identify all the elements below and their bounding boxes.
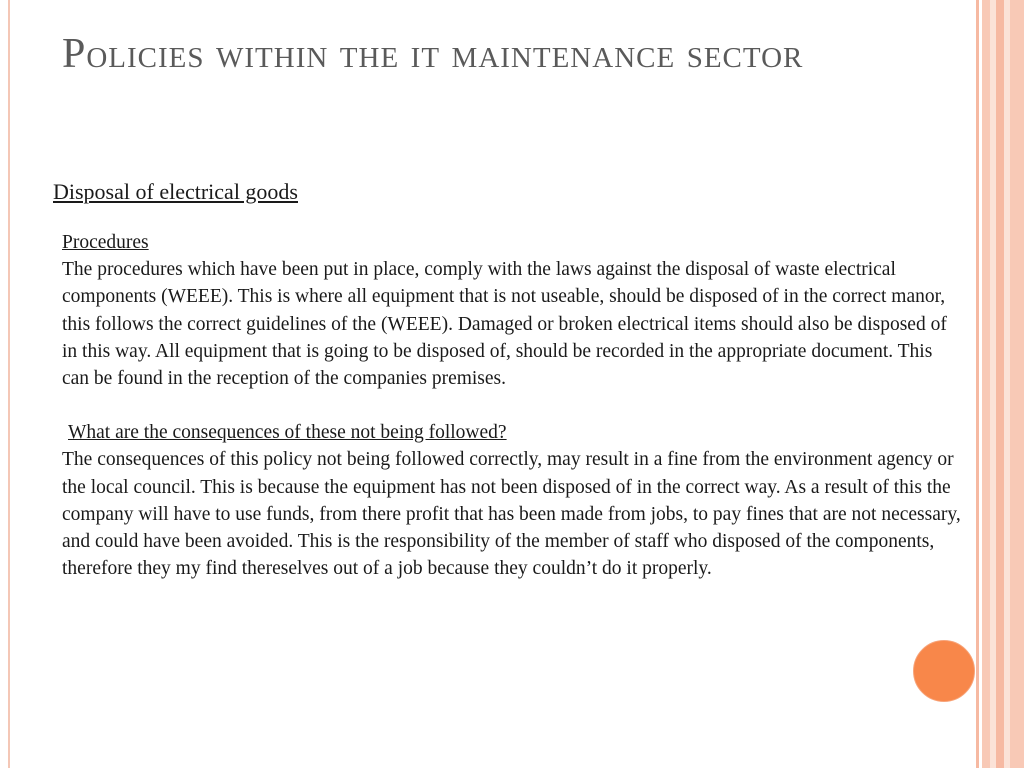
decorative-stripe [976,0,979,768]
decorative-stripe [982,0,990,768]
decorative-stripe [1010,0,1024,768]
consequences-text: The consequences of this policy not being followed correctly, may result in a fine from the environment agency or the local council. This is because the equipment has not been disposed of in the correct way. As a result of this the company will have to use funds, from there profit that has been made from jobs, to pay fines that are not necessary, and could have been avoided. This is the responsibility of the member of staff who disposed of the components, therefore they my find thereselves out of a job because they couldn’t do it properly. [62,449,961,580]
left-border-line [8,0,10,768]
procedures-heading: Procedures [62,232,149,253]
section-heading: Disposal of electrical goods [53,179,298,204]
slide-body [62,229,962,582]
slide-title: Policies within the it maintenance sector [62,31,804,77]
consequences-heading: What are the consequences of these not being followed? [68,422,507,444]
procedures-text: The procedures which have been put in place, comply with the laws against the disposal of waste electrical components (WEEE). This is where all equipment that is not useable, should be disposed of in the correct manor, this follows the correct guidelines of the (WEEE). Damaged or broken electrical items should also be disposed of in this way. All equipment that is going to be disposed of, should be recorded in the appropriate document. This can be found in the reception of the companies premises. [62,259,947,390]
orange-circle-decoration [913,640,975,702]
paragraph-gap [62,392,962,419]
consequences-heading-line [62,419,962,446]
decorative-stripe [996,0,1004,768]
